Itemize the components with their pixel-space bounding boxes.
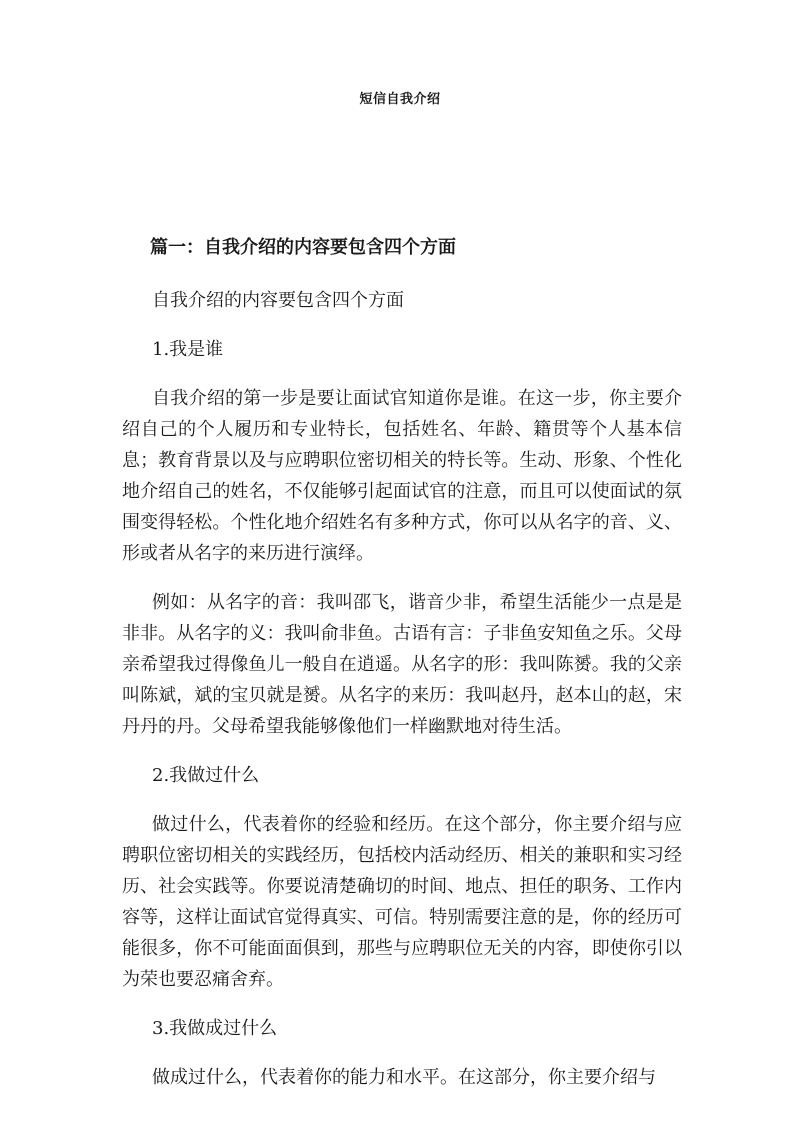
document-body	[122, 233, 682, 1111]
subheading-who-am-i: 1.我是谁	[152, 339, 224, 360]
paragraph-what-i-achieved: 做成过什么，代表着你的能力和水平。在这部分，你主要介绍与	[152, 1067, 656, 1088]
paragraph-who-am-i: 自我介绍的第一步是要让面试官知道你是谁。在这一步，你主要介绍自己的个人履历和专业特长，包括姓名、年龄、籍贯等个人基本信息；教育背景以及与应聘职位密切相关的特长等。生动、形象、个性化地介绍自己的姓名，不仅能够引起面试官的注意，而且可以使面试的氛围变得轻松。个性化地介绍姓名有多种方式，你可以从名字的音、义、形或者从名字的来历进行演绎。	[122, 388, 682, 564]
subheading-what-i-achieved: 3.我做成过什么	[152, 1018, 278, 1039]
paragraph-name-examples: 例如：从名字的音：我叫邵飞，谐音少非，希望生活能少一点是是非非。从名字的义：我叫俞非鱼。古语有言：子非鱼安知鱼之乐。父母亲希望我过得像鱼儿一般自在逍遥。从名字的形：我叫陈赟。我的父亲叫陈斌，斌的宝贝就是赟。从名字的来历：我叫赵丹，赵本山的赵，宋丹丹的丹。父母希望我能够像他们一样幽默地对待生活。	[122, 592, 682, 737]
document-title: 短信自我介绍	[359, 92, 441, 107]
subheading-what-i-did: 2.我做过什么	[152, 765, 260, 786]
paragraph-intro: 自我介绍的内容要包含四个方面	[152, 290, 404, 311]
section-heading: 篇一：自我介绍的内容要包含四个方面	[150, 237, 456, 258]
paragraph-what-i-did: 做过什么，代表着你的经验和经历。在这个部分，你主要介绍与应聘职位密切相关的实践经历，包括校内活动经历、相关的兼职和实习经历、社会实践等。你要说清楚确切的时间、地点、担任的职务、工作内容等，这样让面试官觉得真实、可信。特别需要注意的是，你的经历可能很多，你不可能面面俱到，那些与应聘职位无关的内容，即使你引以为荣也要忍痛舍弃。	[122, 814, 682, 990]
